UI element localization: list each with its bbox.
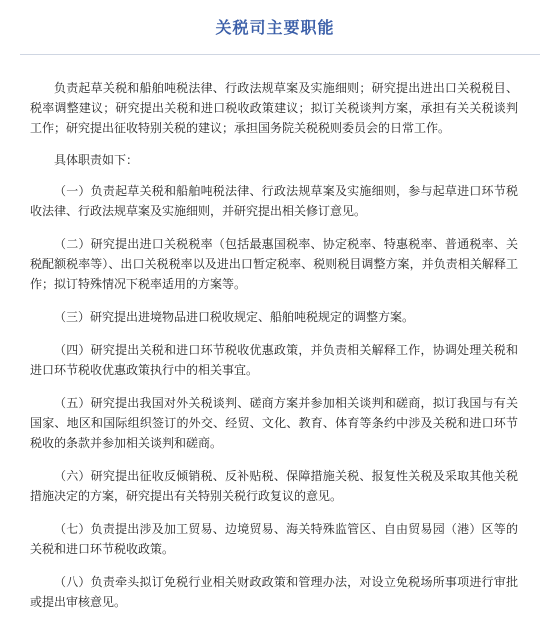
duty-paragraph: （六）研究提出征收反倾销税、反补贴税、保障措施关税、报复性关税及采取其他关税措施决定的方案，研究提出有关特别关税行政复议的意见。 [30,469,518,503]
duty-paragraph: （一）负责起草关税和船舶吨税法律、行政法规草案及实施细则，参与起草进口环节税收法律、行政法规草案及实施细则，并研究提出相关修订意见。 [30,184,518,218]
page-title: 关税司主要职能 [215,18,335,37]
duties-heading: 具体职责如下： [54,153,139,167]
duty-paragraph: （七）负责提出涉及加工贸易、边境贸易、海关特殊监管区、自由贸易园（港）区等的关税和进口环节税收政策。 [30,522,518,556]
duty-paragraph: （二）研究提出进口关税税率（包括最惠国税率、协定税率、特惠税率、普通税率、关税配额税率等）、出口关税税率以及进出口暂定税率、税则税目调整方案，并负责相关解释工作；拟订特殊情况下税率适用的方案等。 [30,237,518,291]
title-area [0,0,550,70]
duty-paragraph: （五）研究提出我国对外关税谈判、磋商方案并参加相关谈判和磋商，拟订我国与有关国家、地区和国际组织签订的外交、经贸、文化、教育、体育等条约中涉及关税和进口环节税收的条款并参加相关谈判和磋商。 [30,396,518,450]
duty-paragraph: （八）负责牵头拟订免税行业相关财政政策和管理办法，对设立免税场所事项进行审批或提出审核意见。 [30,575,518,609]
duty-paragraph: （四）研究提出关税和进口环节税收优惠政策，并负责相关解释工作，协调处理关税和进口环节税收优惠政策执行中的相关事宜。 [30,343,518,377]
article-body [30,78,518,625]
intro-paragraph: 负责起草关税和船舶吨税法律、行政法规草案及实施细则；研究提出进出口关税税目、税率调整建议；研究提出关税和进口税收政策建议；拟订关税谈判方案，承担有关关税谈判工作；研究提出征收特别关税的建议；承担国务院关税税则委员会的日常工作。 [30,81,518,135]
duty-paragraph: （三）研究提出进境物品进口税收规定、船舶吨税规定的调整方案。 [54,310,415,324]
title-divider [20,54,540,55]
